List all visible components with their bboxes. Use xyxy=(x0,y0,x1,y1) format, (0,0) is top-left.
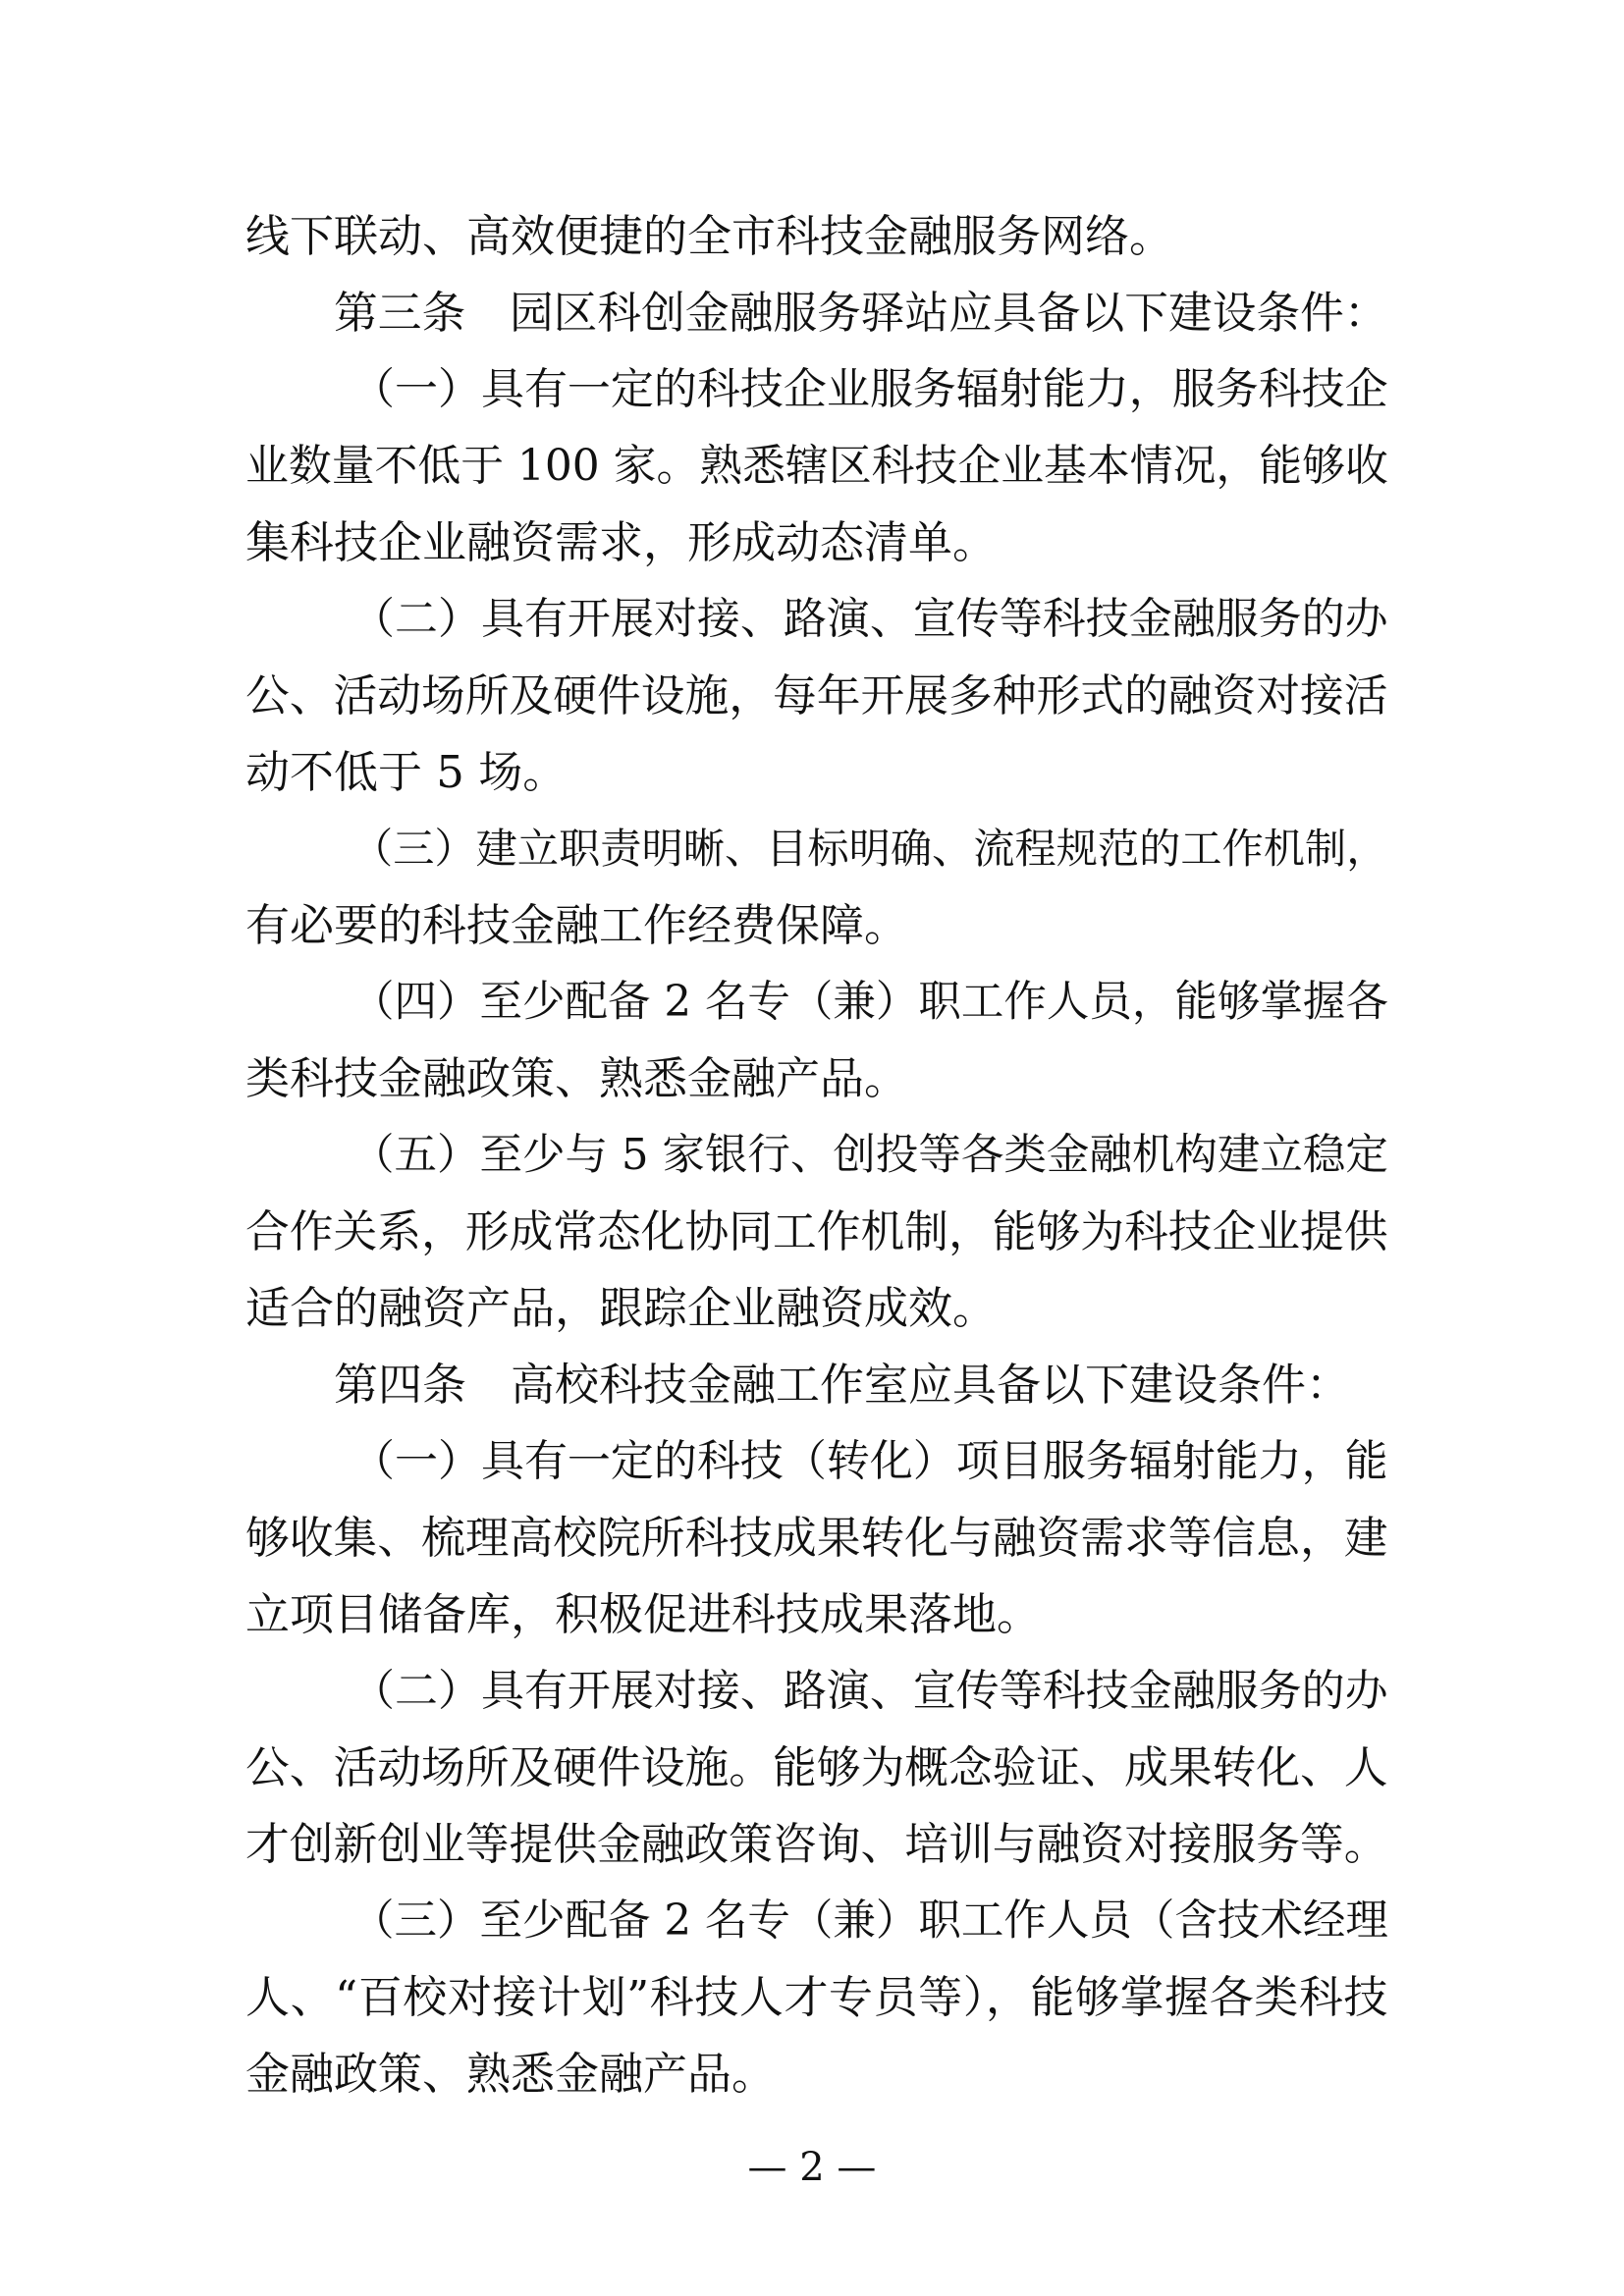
text-line: 有必要的科技金融工作经费保障。 xyxy=(245,899,909,951)
text-line: 人、“百校对接计划”科技人才专员等），能够掌握各类科技 xyxy=(245,1971,1388,2023)
text-line: 类科技金融政策、熟悉金融产品。 xyxy=(245,1052,909,1104)
text-line: 公、活动场所及硬件设施，每年开展多种形式的融资对接活 xyxy=(245,669,1388,721)
text-line: 够收集、梳理高校院所科技成果转化与融资需求等信息，建 xyxy=(245,1512,1388,1564)
text-line: （二）具有开展对接、路演、宣传等科技金融服务的办 xyxy=(352,594,1388,644)
text-line: 立项目储备库，积极促进科技成果落地。 xyxy=(245,1588,1042,1640)
text-line: （一）具有一定的科技（转化）项目服务辐射能力，能 xyxy=(352,1436,1388,1486)
text-line: （二）具有开展对接、路演、宣传等科技金融服务的办 xyxy=(352,1666,1388,1716)
page-number: — 2 — xyxy=(747,2145,877,2190)
text-line: （四）至少配备 2 名专（兼）职工作人员，能够掌握各 xyxy=(352,978,1388,1027)
text-line: 才创新创业等提供金融政策咨询、培训与融资对接服务等。 xyxy=(245,1818,1388,1870)
text-line: 第三条 园区科创金融服务驿站应具备以下建设条件： xyxy=(334,287,1388,339)
text-line: 集科技企业融资需求，形成动态清单。 xyxy=(245,516,998,568)
text-line: 动不低于 5 场。 xyxy=(245,746,568,798)
text-line: 公、活动场所及硬件设施。能够为概念验证、成果转化、人 xyxy=(245,1741,1388,1793)
text-line: （三）至少配备 2 名专（兼）职工作人员（含技术经理 xyxy=(352,1896,1388,1946)
text-line: 线下联动、高效便捷的全市科技金融服务网络。 xyxy=(245,210,1174,262)
document-body xyxy=(245,198,1388,2112)
text-line: 适合的融资产品，跟踪企业融资成效。 xyxy=(245,1282,998,1334)
text-line: （三）建立职责明晰、目标明确、流程规范的工作机制， xyxy=(352,825,1388,873)
text-line: 第四条 高校科技金融工作室应具备以下建设条件： xyxy=(334,1359,1351,1411)
text-line: 业数量不低于 100 家。熟悉辖区科技企业基本情况，能够收 xyxy=(245,441,1388,491)
text-line: 合作关系，形成常态化协同工作机制，能够为科技企业提供 xyxy=(245,1205,1388,1257)
text-line: （五）至少与 5 家银行、创投等各类金融机构建立稳定 xyxy=(352,1131,1388,1180)
text-line: （一）具有一定的科技企业服务辐射能力，服务科技企 xyxy=(352,364,1388,414)
text-line: 金融政策、熟悉金融产品。 xyxy=(245,2048,777,2100)
